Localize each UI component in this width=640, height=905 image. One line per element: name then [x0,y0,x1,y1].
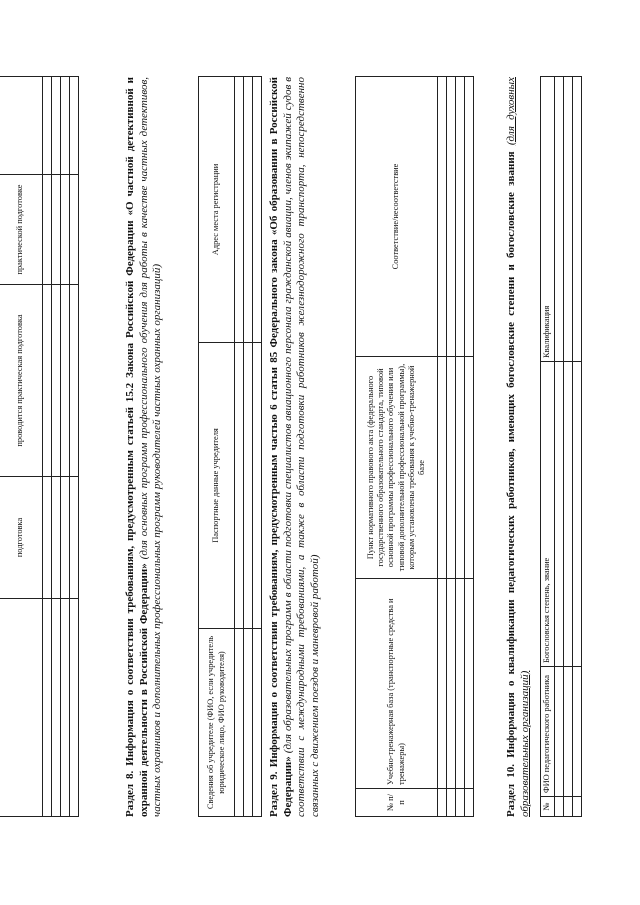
header-cell: Учебно-тренажерная база (транспортные средства и тренажеры) [356,579,438,789]
section-10-table [540,76,582,817]
section-10-heading [505,77,532,817]
section-8-table [198,76,262,817]
table-cell [0,77,43,175]
section-8-heading [124,77,165,817]
header-cell: Сведения об учредителе (ФИО, если учредитель юридическое лицо, ФИО руководителя) [199,629,235,817]
header-cell: Богословская степень, звание [541,362,555,667]
section-8-subtitle: (для основных программ профессионального обучения для работы в качестве частных детективов, частных охранников и дополнительных профессиональных программ руководителей частных охранных организаций) [137,76,164,817]
section-9-title: Раздел 9. Информация о соответствии требованиям, предусмотренным частью 6 статьи 85 Федерального закона «Об образовании в Российской Федерации» [268,77,294,817]
header-cell: подготовка [0,477,43,599]
header-cell: практической подготовке [0,175,43,285]
section-10-title: Раздел 10. Информация о квалификации педагогических работников, имеющих богословские степени и богословские звания [505,151,517,817]
header-cell: проводится практическая подготовка [0,285,43,477]
header-cell: ФИО педагогического работника [541,667,555,797]
table-cell [0,599,43,817]
header-cell: № [541,797,555,817]
section-9-table [355,76,474,817]
section-9-heading [268,77,322,817]
header-cell: Паспортные данные учредителя [199,343,235,629]
header-cell: Пункт нормативного правового акта (федерального государственного образовательного стандарта, типовой основной программы профессионального обучения или типовой дополнительной профессиональной программы), которым установлены требования к учебно-тренажерной базе [356,357,438,579]
section-8-title: Раздел 8. Информация о соответствии требованиям, предусмотренным статьей 15.2 Закона Российской Федерации «О частной детективной и охранной деятельности в Российской Федерации» [124,77,150,817]
header-cell: № п/п [356,789,438,817]
section-10-subtitle: (для духовных образовательных организаций) [505,77,531,817]
header-cell: Адрес места регистрации [199,77,235,343]
header-cell: Соответствие/несоответствие [356,77,438,357]
header-cell: Квалификация [541,77,555,362]
section-7-table-tail [0,76,79,817]
section-9-subtitle: (для образовательных программ в области подготовки специалистов авиационного персонала гражданской авиации, членов экипажей судов в соответствии с международными требованиями, а также в области подготовки работников железнодорожного транспорта, непосредственно связанных с движением поездов и маневровой работой) [281,76,321,817]
